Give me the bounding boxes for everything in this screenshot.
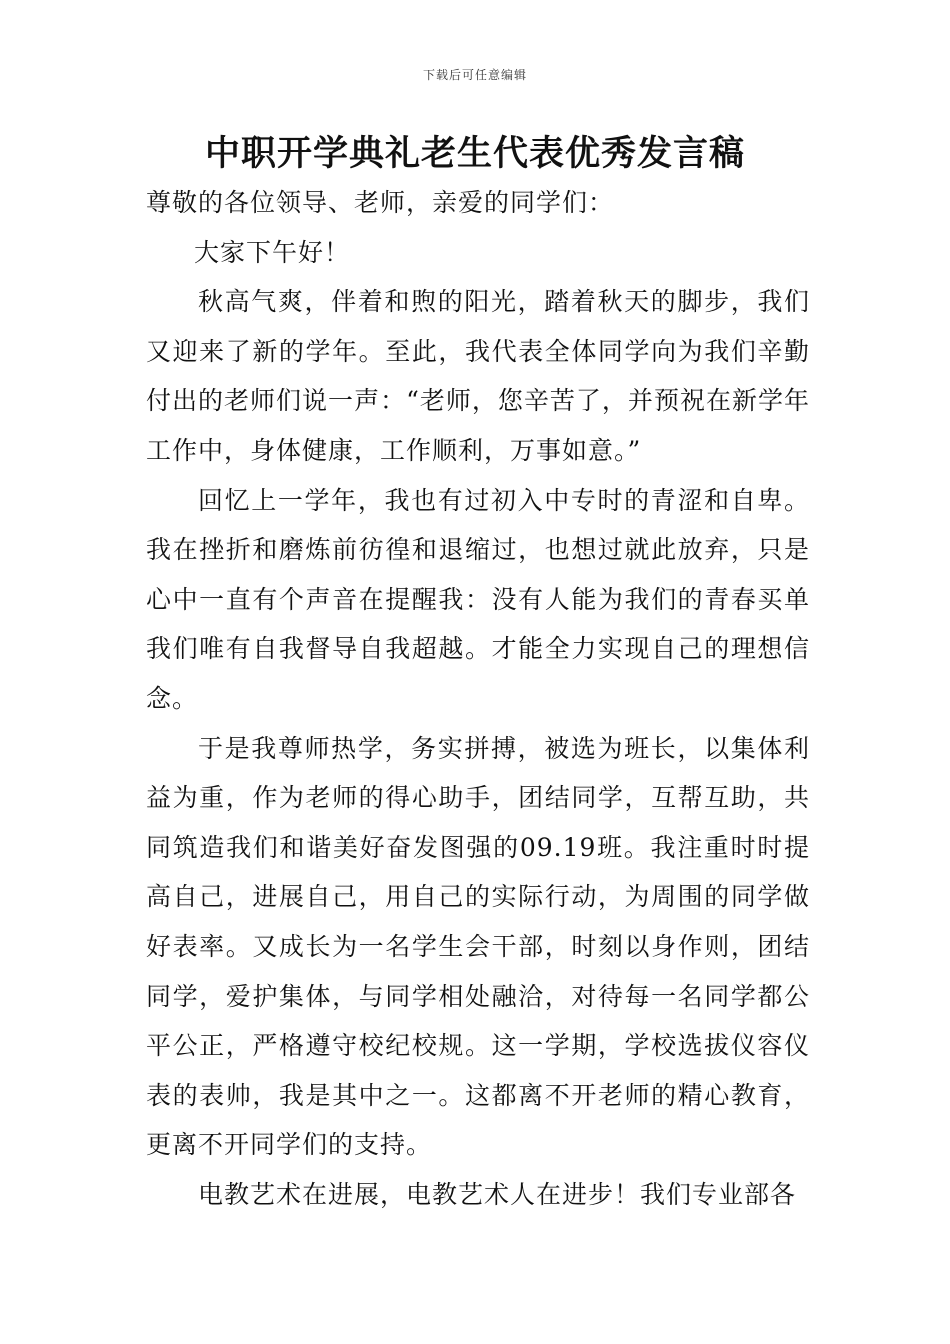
paragraph-4: 电教艺术在进展，电教艺术人在进步！我们专业部各 [198,1179,797,1209]
paragraph-2: 回忆上一学年，我也有过初入中专时的青涩和自卑。我在挫折和磨炼前彷徨和退缩过，也想过就此放弃，只是心中一直有个声音在提醒我：没有人能为我们的青春买单我们唯有自我督导自我超越。才能全力实现自己的理想信念。 [146,485,810,713]
paragraph-3: 于是我尊师热学，务实拼搏，被选为班长，以集体利益为重，作为老师的得心助手，团结同学，互帮互助，共同筑造我们和谐美好奋发图强的09.19班。我注重时时提高自己，进展自己，用自己的实际行动，为周围的同学做好表率。又成长为一名学生会干部，时刻以身作则，团结同学，爱护集体，与同学相处融洽，对待每一名同学都公平公正，严格遵守校纪校规。这一学期，学校选拔仪容仪表的表帅，我是其中之一。这都离不开老师的精心教育，更离不开同学们的支持。 [146,733,810,1160]
paragraph-1: 秋高气爽，伴着和煦的阳光，踏着秋天的脚步，我们又迎来了新的学年。至此，我代表全体同学向为我们辛勤付出的老师们说一声：“老师，您辛苦了，并预祝在新学年工作中，身体健康，工作顺利，万事如意。” [146,287,810,465]
document-body [146,178,810,1219]
document-title: 中职开学典礼老生代表优秀发言稿 [204,134,745,174]
page-header-note: 下载后可任意编辑 [422,68,527,82]
salutation: 尊敬的各位领导、老师，亲爱的同学们： [146,188,615,217]
greeting: 大家下午好！ [194,237,351,267]
